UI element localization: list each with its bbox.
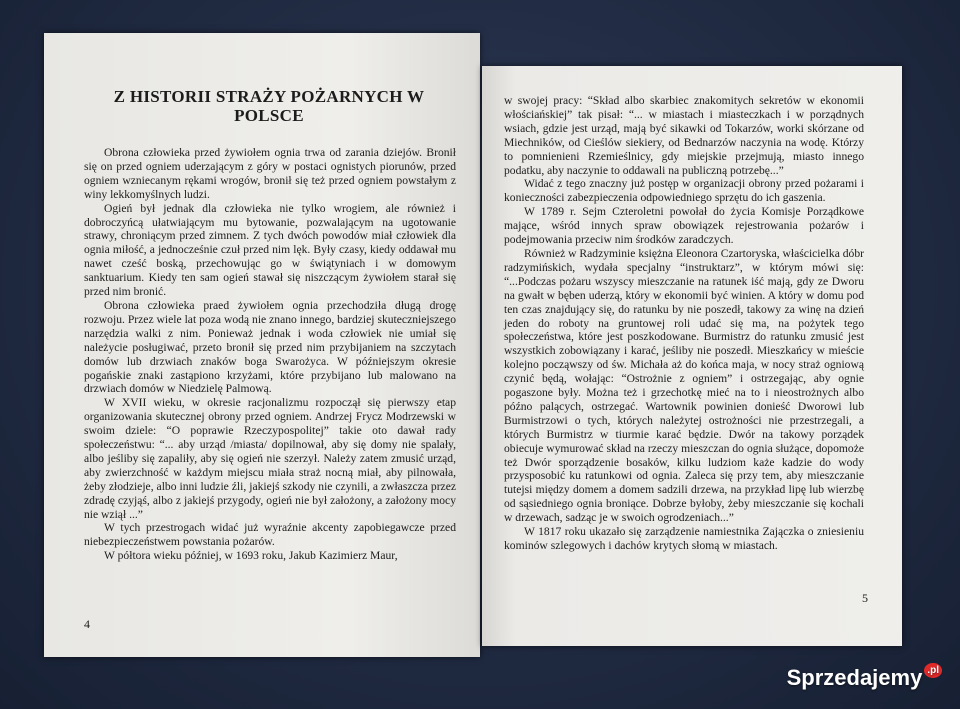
paragraph: Obrona człowieka przed żywiołem ognia trwa od zarania dziejów. Bronił się on przed ogniem uderzającym z góry w postaci ognistych piorunów, przed ogniem wzniecanym rękami wrogów, bronił się też przed ogniem powstałym z winy lekkomyślnych ludzi.: [84, 146, 456, 201]
paragraph: w swojej pracy: “Skład albo skarbiec znakomitych sekretów w ekonomii włościańskiej” tak pisał: “... w miastach i miasteczkach i w porządnych wsiach, gdzie jest urząd, mają być sikawki od Tokarzów, worki skórzane od Miechników, od Cieślów siekiery, od Bednarzów naczynia na wodę. Którzy to pomnienieni Rzemieślnicy, gdy miejskie przejmują, miasto innego podatku, aby naczynie to oddawali na publiczną potrzebę...”: [504, 94, 864, 177]
paragraph: W XVII wieku, w okresie racjonalizmu rozpoczął się pierwszy etap organizowania skutecznej obrony przed ogniem. Andrzej Frycz Modrzewski w swoim dziele: “O poprawie Rzeczypospolitej” takie oto dawał rady społeczeństwu: “... aby urząd /miasta/ dopilnował, aby się domy nie spalały, albo jeśliby się zapaliły, aby się ogień nie szerzył. Należy zatem zmusić urząd, aby zwierzchność w każdym miejscu miała straż nocną miał, aby pilnowała, żeby złodzieje, albo inni ludzie źli, jakiejś szkody nie czynili, a zwłaszcza przez zdradę czyjąś, albo z jakiejś przygody, ogień nie był założony, a założony mocy nie wziął ...”: [84, 396, 456, 521]
page-number: 4: [84, 617, 90, 631]
paragraph: W tych przestrogach widać już wyraźnie akcenty zapobiegawcze przed niebezpieczeństwem powstania pożarów.: [84, 521, 456, 549]
left-page: [44, 33, 480, 657]
watermark-text: Sprzedajemy: [786, 665, 923, 690]
paragraph: Widać z tego znaczny już postęp w organizacji obrony przed pożarami i konieczności zabezpieczenia odpowiedniego sprzętu do ich gaszenia.: [504, 177, 864, 205]
paragraph: Ogień był jednak dla człowieka nie tylko wrogiem, ale również i dobroczyńcą ułatwiającym mu bytowanie, pozwalającym na ugotowanie strawy, chroniącym przed zimnem. Z tych dwóch powodów miał człowiek dla ognia miłość, a jednocześnie czuł przed nim lęk. Były czasy, kiedy oddawał mu nawet cześć boską, przechowując go w świątyniach i w domowym sanktuarium. Kiedy ten sam ogień stawał się niszczącym żywiołem starał się przed nim bronić.: [84, 201, 456, 299]
watermark-suffix: .pl: [924, 663, 942, 678]
paragraph: W 1789 r. Sejm Czteroletni powołał do życia Komisje Porządkowe mające, wśród innych spraw obowiązek rejestrowania pożarów i podejmowania przeciw nim środków zaradczych.: [504, 205, 864, 247]
left-page-text: [84, 146, 456, 563]
page-number: 5: [862, 591, 868, 605]
page-title: Z HISTORII STRAŻY POŻARNYCH W POLSCE: [113, 87, 425, 125]
watermark-logo: [787, 665, 942, 691]
paragraph: W 1817 roku ukazało się zarządzenie namiestnika Zajączka o zniesieniu kominów szlegowych i dachów krytych słomą w miastach.: [504, 525, 864, 552]
paragraph: W półtora wieku później, w 1693 roku, Jakub Kazimierz Maur,: [104, 549, 398, 563]
right-page: [482, 66, 902, 646]
paragraph: Również w Radzyminie księżna Eleonora Czartoryska, właścicielka dóbr radzymińskich, wydała specjalny “instruktarz”, w którym mówi się: “...Podczas pożaru wszyscy mieszczanie na ratunek iść mają, gdy ze Dworu na gwałt w bęben uderzą, który w ekonomii być winien. A który w domu pod ten czas znajdujący się, do ratunku by nie poszedł, takowy za winę na dzień jeden do roboty na gruntowej roli udać się ma, na pożytek tego społeczeństwa, które jest poszkodowane. Burmistrz do ratunku zmusić jest wszystkich zobowiązany i karać, jeśliby nie poszedł. Mieszkańcy w mieście kolejno począwszy od św. Michała aż do końca maja, w nocy straż ogniową czynić będą, wołając: “Ostrożnie z ogniem” i ostrzegając, aby ognie pogaszone były. Można też i grzechotkę mieć na to i nieostrożnych albo późno palących, ostrzegać. Wartownik powinien donieść Dworowi lub Burmistrzowi o tych, których należytej ostrożności nie przestrzegali, a których Burmistrz w tiurmie karać będzie. Dwór na takowy porządek obiecuje wymurować skład na rzeczy mieszczan do ognia służące, dopomoże też Dwór sporządzenie bosaków, kilku ludziom każe kadzie do wody przysposobić ku ratunkowi od ognia. Zaleca się przy tem, aby mieszczanie tutejsi między domem a domem sadzili drzewa, na przykład lipę lub wierzbę od sąsiedniego ognia broniące. Dobrze byłoby, żeby mieszczanie się kochali w drzewach, sadząc je w swoich ogrodzeniach...”: [504, 246, 864, 525]
right-page-text: [504, 94, 864, 553]
paragraph: Obrona człowieka praed żywiołem ognia przechodziła długą drogę rozwoju. Przez wiele lat poza wodą nie znano innego, bardziej skuteczniejszego narzędzia walki z nim. Ponieważ jednak i woda człowiek nie umiał się należycie posługiwać, przeto bronił się przed nim przybijaniem na szczytach domów lub drzwiach znaków boga Swarożyca. W późniejszym okresie pogańskie znaki zastąpiono krzyżami, które przybijano lub malowano na drzwiach domów w Niedzielę Palmową.: [84, 298, 456, 396]
